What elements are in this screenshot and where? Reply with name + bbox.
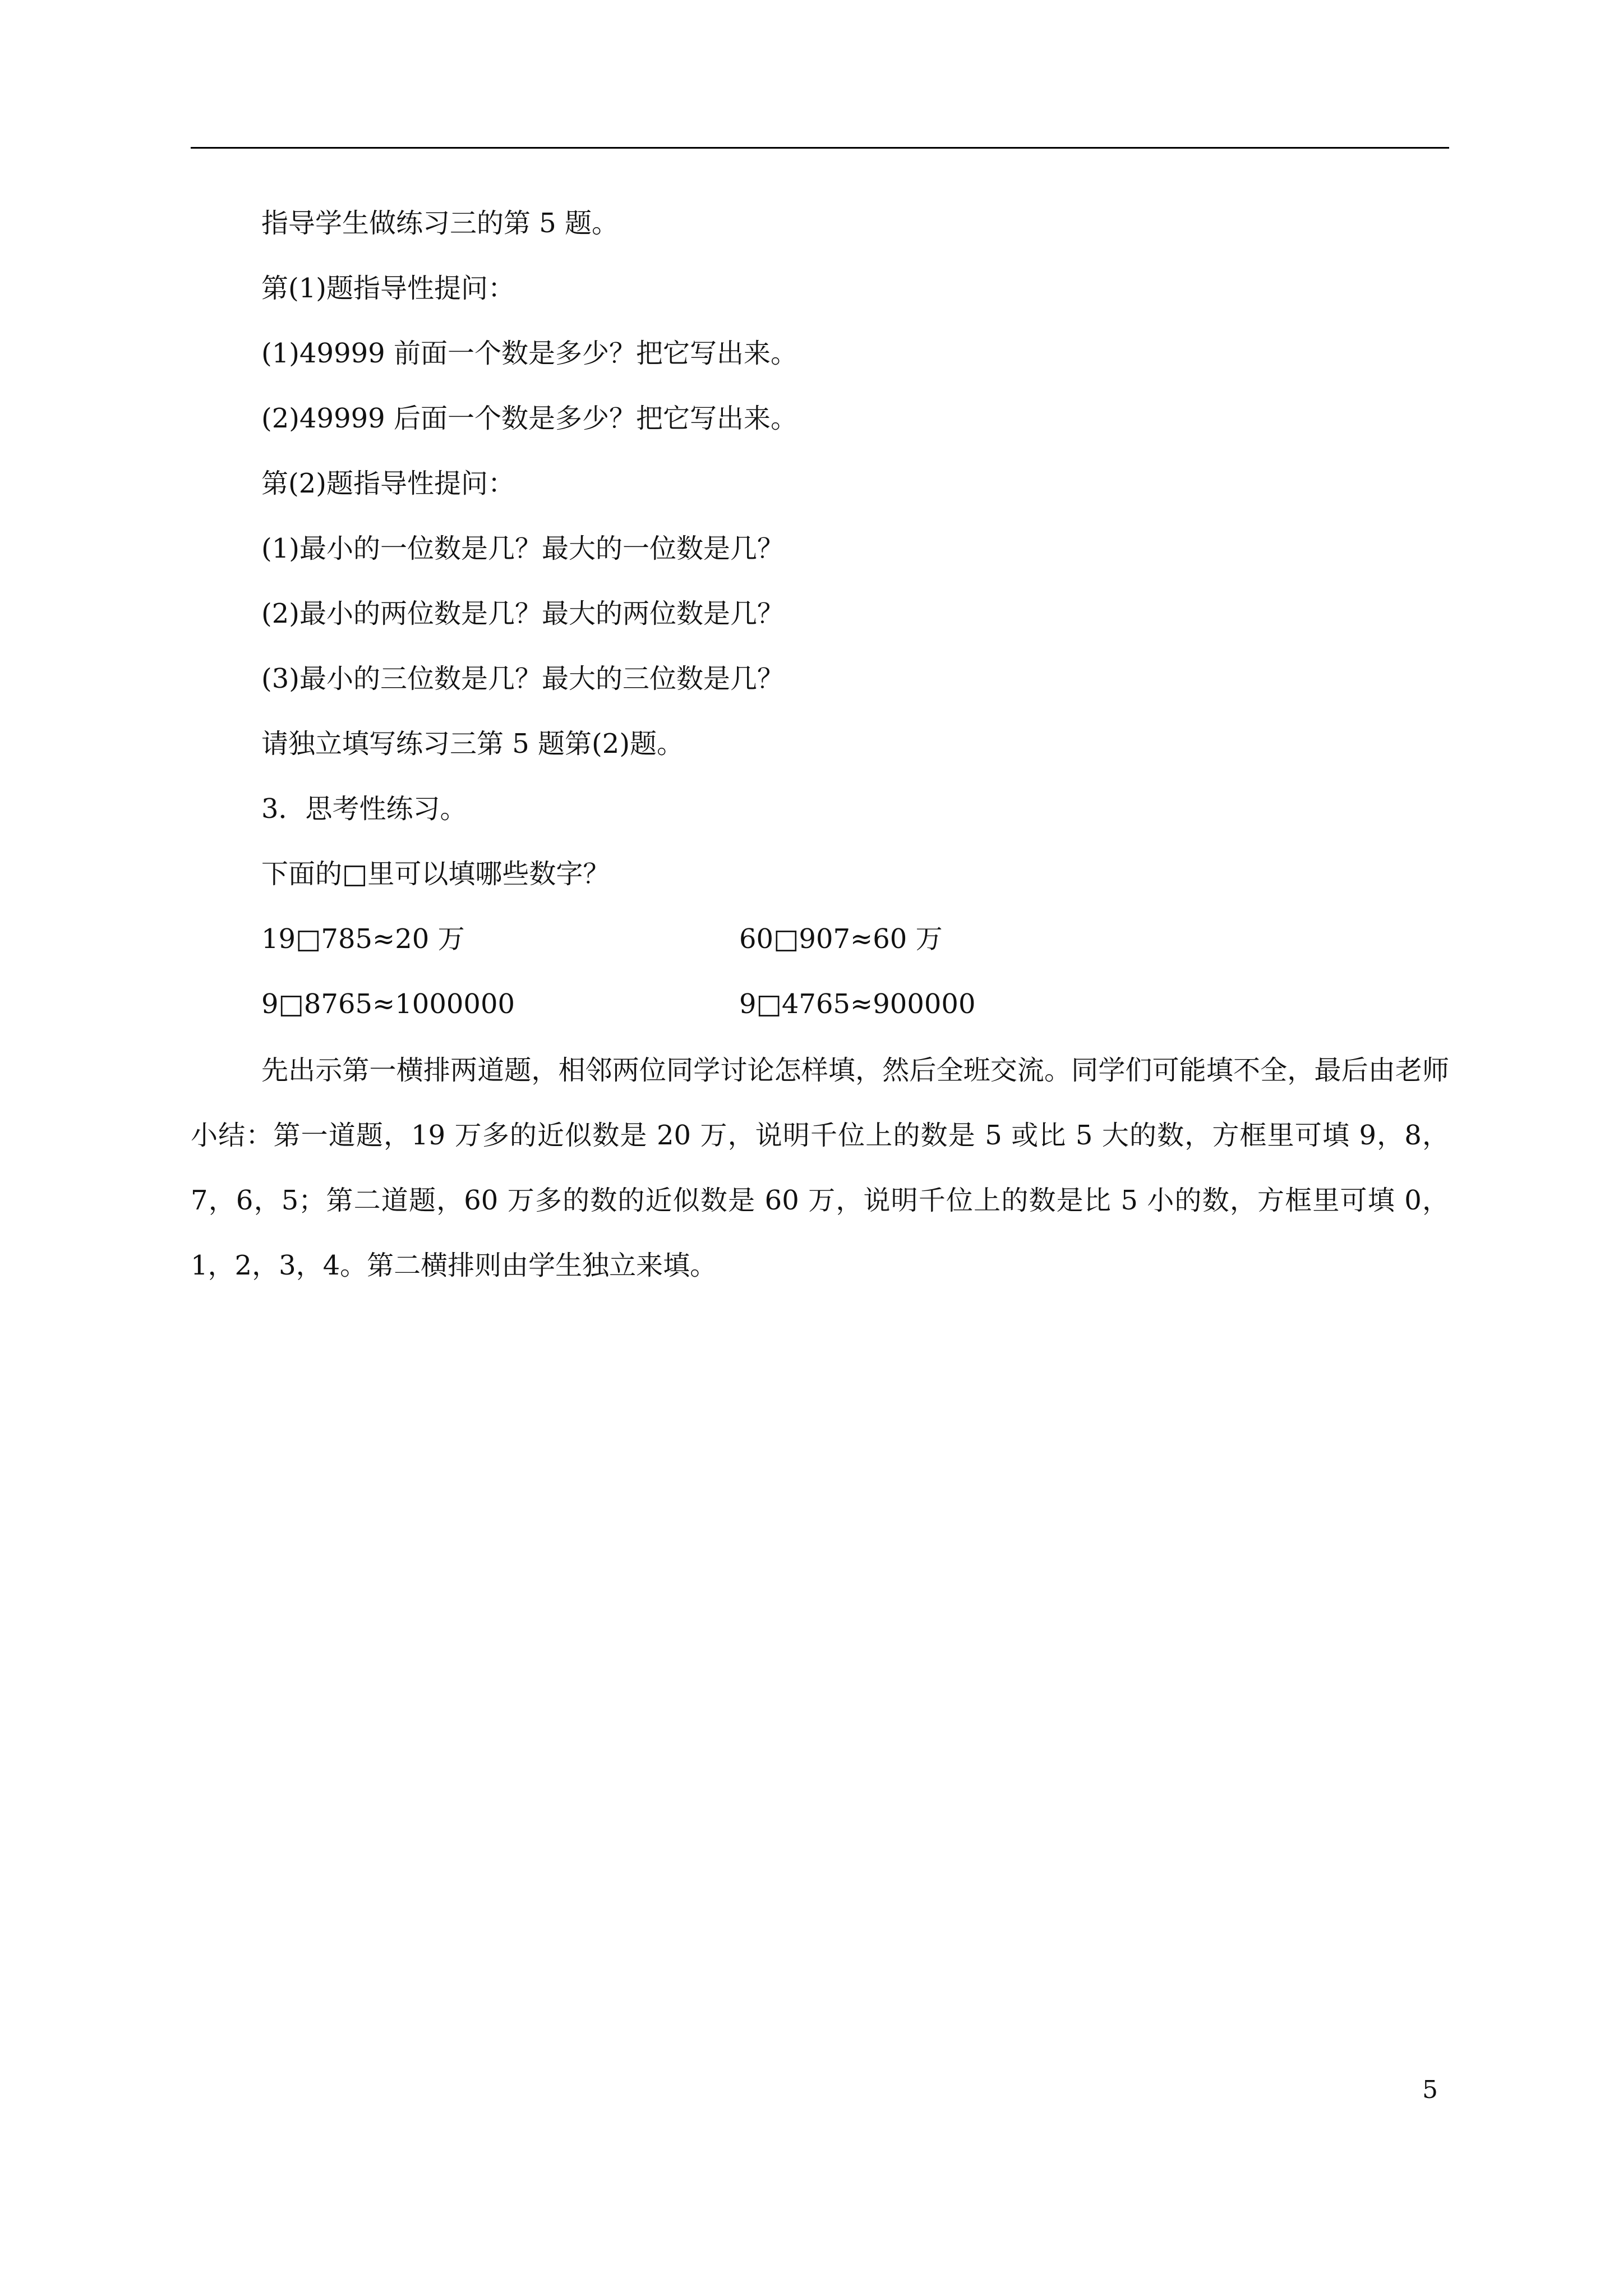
formula-row-2	[191, 988, 1449, 1020]
page-number: 5	[1422, 2076, 1438, 2104]
question-2-heading: 第(2)题指导性提问：	[261, 468, 515, 499]
teacher-summary-paragraph: 先出示第一横排两道题，相邻两位同学讨论怎样填，然后全班交流。同学们可能填不全，最后由老师小结：第一道题，19 万多的近似数是 20 万，说明千位上的数是 5 或比 5 大的数，方框里可填 9，8，7，6，5；第二道题，60 万多的数的近似数是 60 万，说明千位上的数是比 5 小的数，方框里可填 0，1，2，3，4。第二横排则由学生独立来填。	[191, 1055, 1449, 1281]
document-body	[191, 208, 1449, 1298]
question-1-prompt-1: (1)49999 前面一个数是多少？把它写出来。	[261, 338, 797, 369]
formula-2-left: 9□8765≈1000000	[261, 988, 515, 1020]
formula-row-1	[191, 923, 1449, 955]
formula-2-right: 9□4765≈900000	[739, 988, 976, 1020]
question-2-prompt-3: (3)最小的三位数是几？最大的三位数是几？	[261, 663, 784, 694]
formula-1-left: 19□785≈20 万	[261, 923, 465, 955]
question-1-heading: 第(1)题指导性提问：	[261, 273, 515, 304]
question-2-prompt-2: (2)最小的两位数是几？最大的两位数是几？	[261, 598, 784, 629]
independent-task-line: 请独立填写练习三第 5 题第(2)题。	[261, 728, 684, 760]
question-2-prompt-1: (1)最小的一位数是几？最大的一位数是几？	[261, 533, 784, 564]
section-heading: 3．思考性练习。	[261, 793, 467, 825]
instruction-line: 指导学生做练习三的第 5 题。	[261, 208, 619, 239]
exercise-prompt: 下面的□里可以填哪些数字？	[261, 858, 610, 890]
formula-1-right: 60□907≈60 万	[739, 923, 943, 955]
header-rule	[191, 147, 1449, 149]
question-1-prompt-2: (2)49999 后面一个数是多少？把它写出来。	[261, 403, 797, 434]
